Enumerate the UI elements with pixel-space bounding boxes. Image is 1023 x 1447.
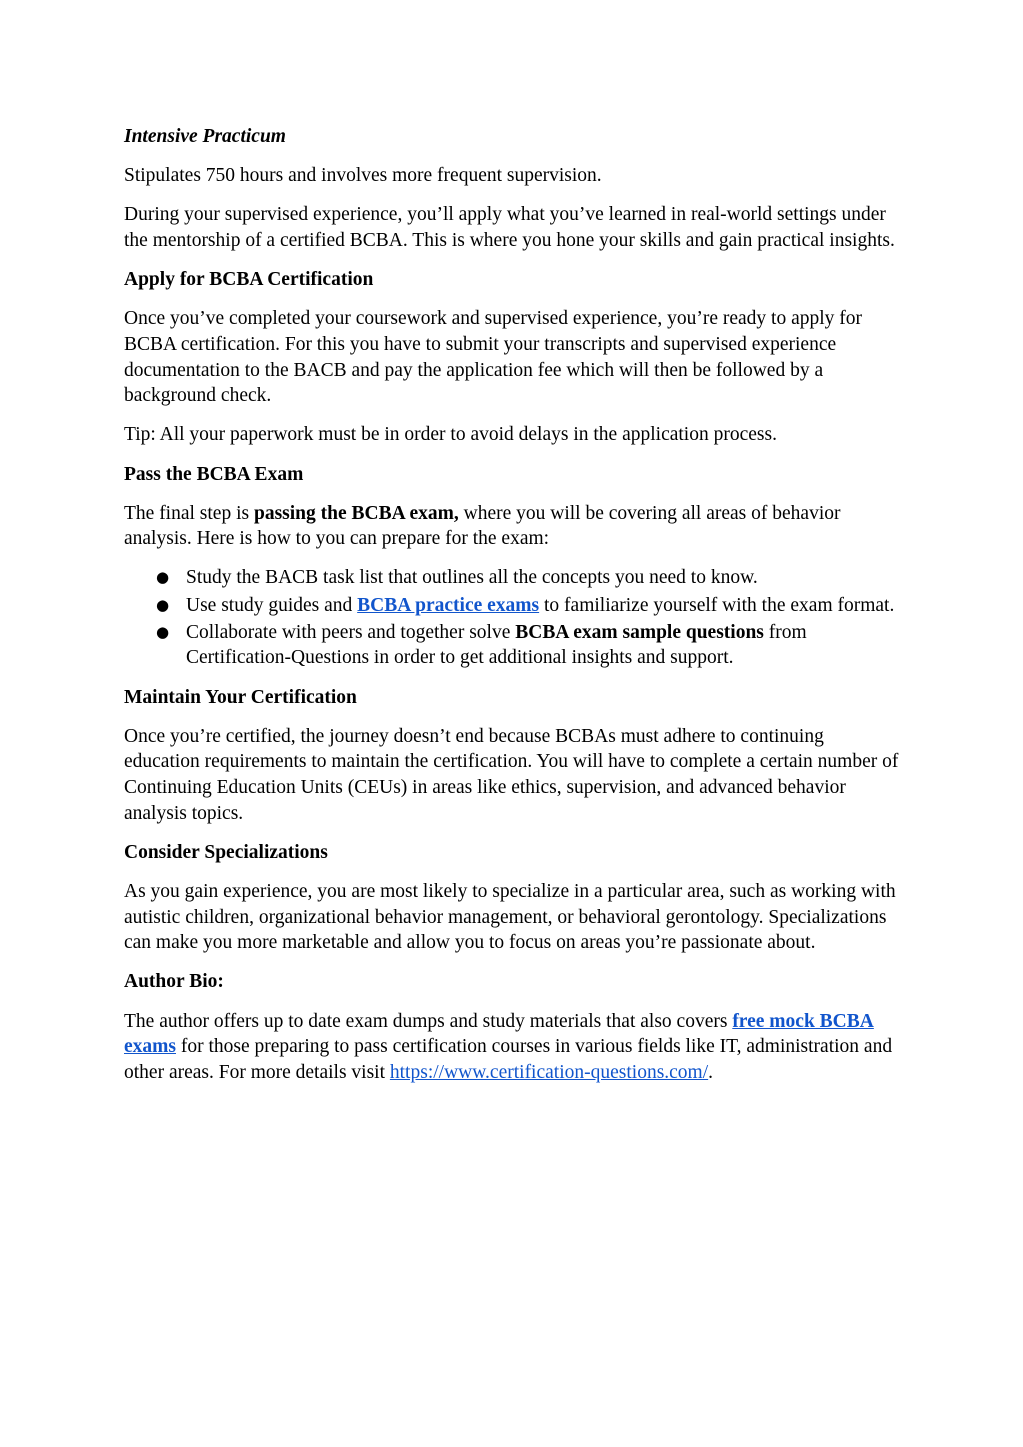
author-bio-text-mid: for those preparing to pass certification courses in various fields like IT, administration and other areas. For more details visit <box>124 1036 893 1083</box>
list-item-text: Use study guides and <box>186 594 358 616</box>
document-page <box>124 124 904 1099</box>
pass-intro-bold: passing the BCBA exam, <box>253 502 459 524</box>
author-bio-text-end: . <box>708 1061 714 1083</box>
list-item <box>124 620 904 671</box>
heading-pass-exam: Pass the BCBA Exam <box>124 463 304 485</box>
website-link[interactable]: https://www.certification-questions.com/ <box>389 1061 709 1083</box>
list-item-text: Collaborate with peers and together solve <box>186 621 516 643</box>
paragraph-pass-exam <box>124 501 904 552</box>
free-mock-exams-link[interactable]: free mock BCBA exams <box>124 1010 874 1058</box>
list-item <box>124 593 904 619</box>
heading-author-bio: Author Bio: <box>124 971 224 993</box>
sample-questions-bold: BCBA exam sample questions <box>515 621 764 643</box>
list-item-text: Study the BACB task list that outlines all the concepts you need to know. <box>186 567 758 589</box>
author-bio-text: The author offers up to date exam dumps and study materials that also covers <box>124 1010 733 1032</box>
paragraph-apply-certification: Once you’ve completed your coursework and supervised experience, you’re ready to apply for BCBA certification. For this you have to submit your transcripts and supervised experience documentation to the BACB and pay the application fee which will then be followed by a background check. <box>124 308 863 407</box>
heading-intensive-practicum: Intensive Practicum <box>124 126 286 147</box>
paragraph-specializations: As you gain experience, you are most likely to specialize in a particular area, such as working with autistic children, organizational behavior management, or behavioral gerontology. Specializations can make you more marketable and allow you to focus on areas you’re passionate about. <box>124 880 896 954</box>
pass-intro-rest: where you will be covering all areas of behavior analysis. Here is how to you can prepare for the exam: <box>124 502 841 550</box>
paragraph-maintain-certification: Once you’re certified, the journey doesn’t end because BCBAs must adhere to continuing education requirements to maintain the certification. You will have to complete a certain number of Continuing Education Units (CEUs) in areas like ethics, supervision, and advanced behavior analysis topics. <box>124 725 899 824</box>
bcba-practice-exams-link[interactable]: BCBA practice exams <box>357 594 540 616</box>
heading-consider-specializations: Consider Specializations <box>124 841 328 863</box>
list-item <box>124 565 904 591</box>
paragraph-practicum-hours: Stipulates 750 hours and involves more frequent supervision. <box>124 165 602 187</box>
list-item-text: from Certification-Questions in order to get additional insights and support. <box>186 621 807 669</box>
paragraph-supervised-experience: During your supervised experience, you’ll apply what you’ve learned in real-world settings under the mentorship of a certified BCBA. This is where you hone your skills and gain practical insights. <box>124 204 895 251</box>
pass-intro-text: The final step is <box>124 502 254 524</box>
heading-maintain-certification: Maintain Your Certification <box>124 686 357 708</box>
bullet-icon: ● <box>156 622 170 641</box>
list-item-text: to familiarize yourself with the exam format. <box>539 594 895 616</box>
bullet-icon: ● <box>156 568 170 587</box>
paragraph-tip: Tip: All your paperwork must be in order to avoid delays in the application process. <box>124 424 777 446</box>
paragraph-author-bio <box>124 1009 904 1086</box>
heading-apply-certification: Apply for BCBA Certification <box>124 269 374 291</box>
exam-prep-list <box>124 565 904 671</box>
bullet-icon: ● <box>156 595 170 614</box>
